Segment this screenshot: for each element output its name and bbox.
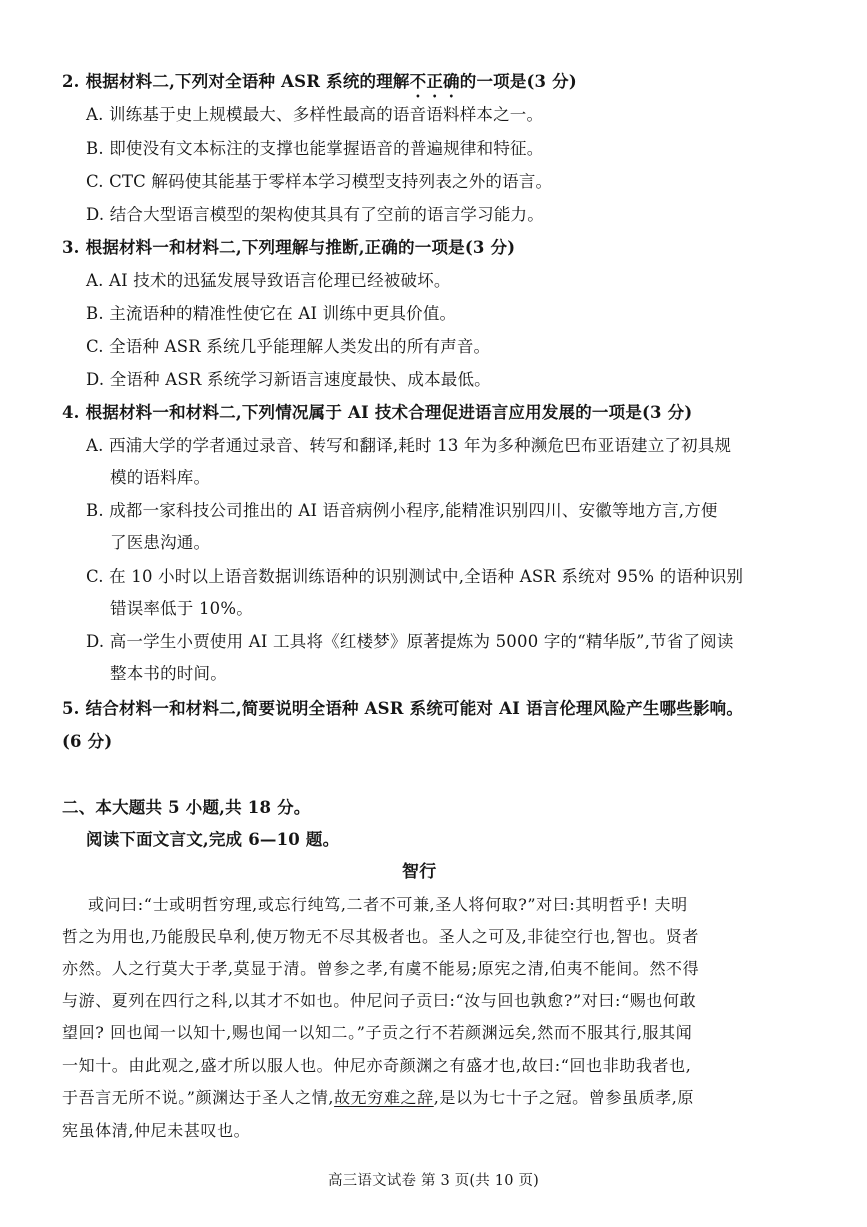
passage-line: 一知十。由此观之,盛才所以服人也。仲尼亦奇颜渊之有盛才也,故曰:“回也非助我者也, bbox=[62, 1056, 692, 1075]
question-2-stem-after: 的一项是(3 分) bbox=[459, 72, 577, 91]
question-5-points: (6 分) bbox=[62, 732, 113, 751]
section-2-heading: 二、本大题共 5 小题,共 18 分。 bbox=[62, 798, 311, 817]
question-4-option-b: B. 成都一家科技公司推出的 AI 语音病例小程序,能精准识别四川、安徽等地方言,方便 bbox=[86, 501, 718, 520]
question-2-stem bbox=[62, 71, 577, 101]
question-2-stem-before: 2. 根据材料二,下列对全语种 ASR 系统的理解 bbox=[62, 72, 410, 91]
question-2-emphasis: 不正确 bbox=[409, 72, 460, 91]
question-3-stem: 3. 根据材料一和材料二,下列理解与推断,正确的一项是(3 分) bbox=[62, 238, 516, 257]
question-3-option-c: C. 全语种 ASR 系统几乎能理解人类发出的所有声音。 bbox=[86, 337, 491, 356]
question-2-option-d: D. 结合大型语言模型的架构使其具有了空前的语言学习能力。 bbox=[86, 205, 544, 224]
question-3-option-a: A. AI 技术的迅猛发展导致语言伦理已经被破坏。 bbox=[86, 271, 451, 290]
question-2-option-b: B. 即使没有文本标注的支撑也能掌握语音的普遍规律和特征。 bbox=[86, 139, 544, 158]
passage-line-7-before: 于吾言无所不说。”颜渊达于圣人之情, bbox=[62, 1088, 335, 1107]
question-2-option-c: C. CTC 解码使其能基于零样本学习模型支持列表之外的语言。 bbox=[86, 172, 553, 191]
passage-line-8: 宪虽体清,仲尼未甚叹也。 bbox=[62, 1121, 251, 1140]
passage-line: 哲之为用也,乃能殷民阜利,使万物无不尽其极者也。圣人之可及,非徒空行也,智也。贤者 bbox=[62, 927, 699, 946]
question-4-option-a: A. 西浦大学的学者通过录音、转写和翻译,耗时 13 年为多种濒危巴布亚语建立了初具规 bbox=[86, 436, 732, 455]
passage-line: 或问曰:“士或明哲穷理,或忘行纯笃,二者不可兼,圣人将何取?”对曰:其明哲乎! 夫明 bbox=[88, 895, 688, 914]
passage-line: 亦然。人之行莫大于孝,莫显于清。曾参之孝,有虞不能易;原宪之清,伯夷不能间。然不得 bbox=[62, 959, 700, 978]
passage-line-7-after: ,是以为七十子之冠。曾参虽质孝,原 bbox=[433, 1088, 695, 1107]
question-4-option-b-cont: 了医患沟通。 bbox=[110, 533, 211, 552]
page-footer: 高三语文试卷 第 3 页(共 10 页) bbox=[327, 1173, 540, 1189]
passage-title: 智行 bbox=[402, 862, 437, 882]
question-5-stem: 5. 结合材料一和材料二,简要说明全语种 ASR 系统可能对 AI 语言伦理风险产生哪些影响。 bbox=[62, 699, 744, 718]
question-4-stem: 4. 根据材料一和材料二,下列情况属于 AI 技术合理促进语言应用发展的一项是(3 分) bbox=[62, 403, 693, 422]
question-4-option-c-cont: 错误率低于 10%。 bbox=[110, 599, 253, 618]
passage-line-7 bbox=[62, 1087, 694, 1109]
question-2-option-a: A. 训练基于史上规模最大、多样性最高的语音语料样本之一。 bbox=[86, 105, 544, 124]
passage-line: 望回? 回也闻一以知十,赐也闻一以知二。”子贡之行不若颜渊远矣,然而不服其行,服其闻 bbox=[62, 1023, 693, 1042]
question-4-option-d: D. 高一学生小贾使用 AI 工具将《红楼梦》原著提炼为 5000 字的“精华版”,节省了阅读 bbox=[86, 632, 734, 651]
section-2-intro: 阅读下面文言文,完成 6—10 题。 bbox=[86, 830, 340, 849]
underlined-phrase: 故无穷难之辞 bbox=[334, 1088, 434, 1107]
question-3-option-d: D. 全语种 ASR 系统学习新语言速度最快、成本最低。 bbox=[86, 370, 491, 389]
question-4-option-a-cont: 模的语料库。 bbox=[110, 468, 211, 487]
question-4-option-d-cont: 整本书的时间。 bbox=[110, 664, 227, 683]
question-3-option-b: B. 主流语种的精准性使它在 AI 训练中更具价值。 bbox=[86, 304, 457, 323]
passage-line: 与游、夏列在四行之科,以其才不如也。仲尼问子贡曰:“汝与回也孰愈?”对曰:“赐也何敢 bbox=[62, 991, 697, 1010]
question-4-option-c: C. 在 10 小时以上语音数据训练语种的识别测试中,全语种 ASR 系统对 95% 的语种识别 bbox=[86, 567, 744, 586]
